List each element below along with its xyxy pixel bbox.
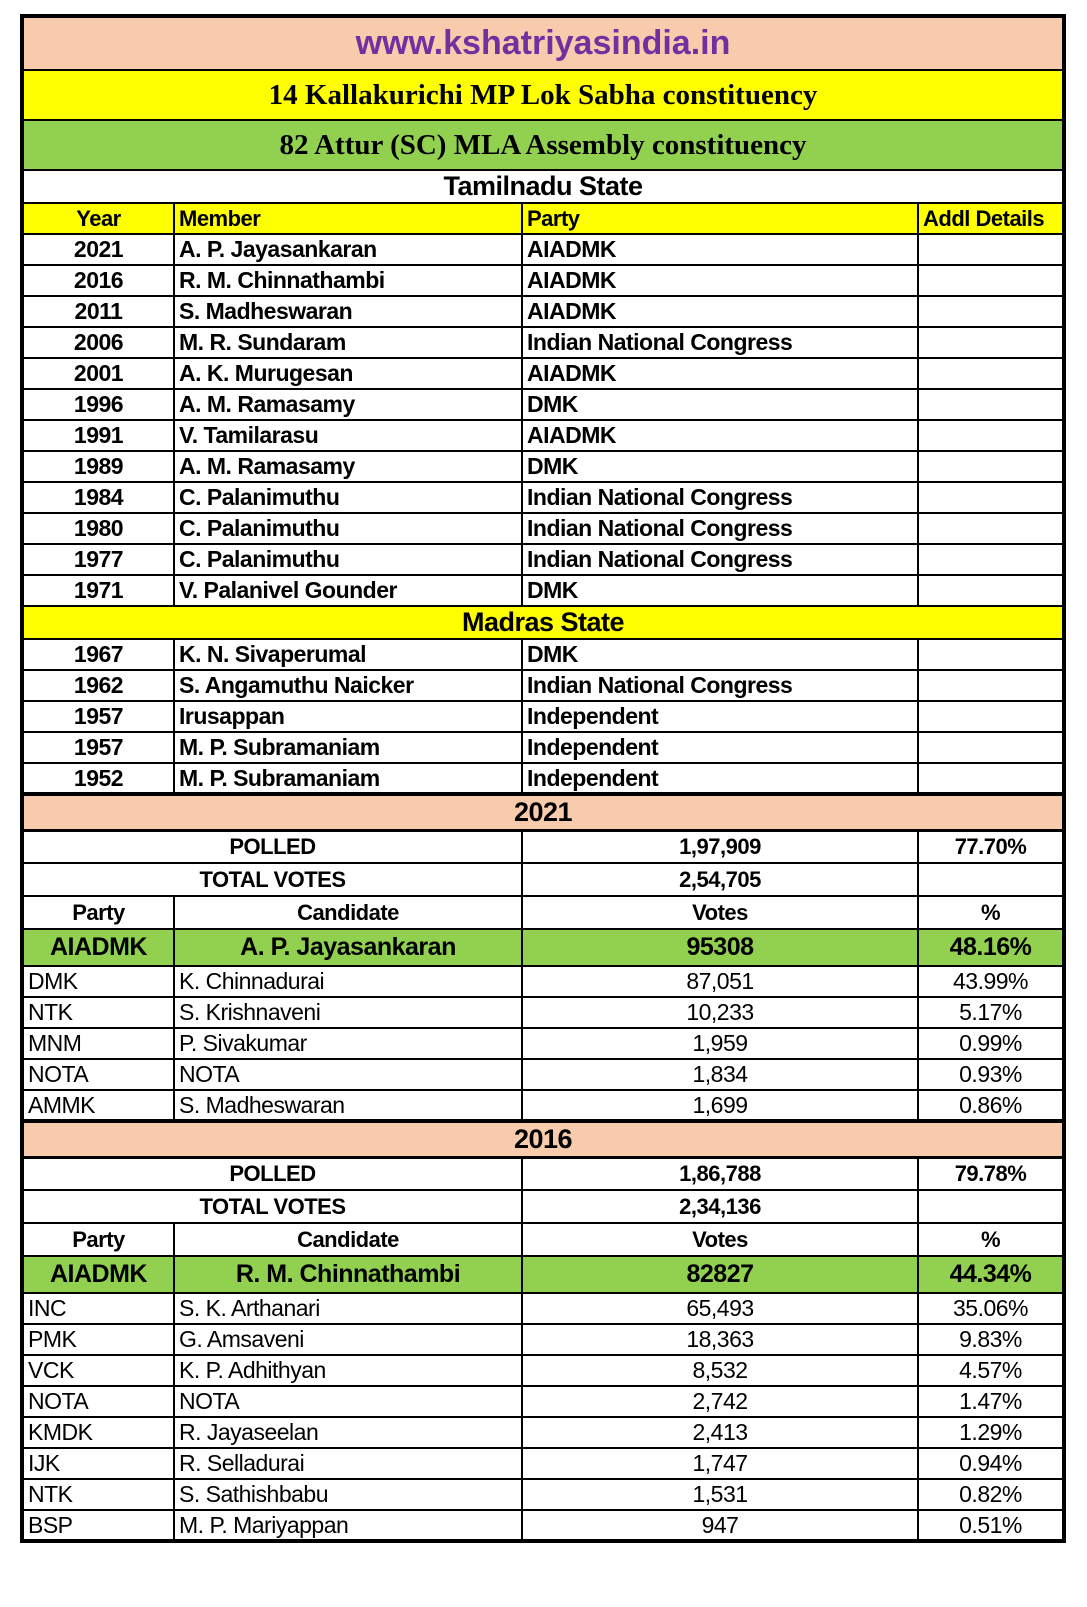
total-votes-value: 2,54,705 — [522, 863, 918, 896]
candidate-cell: S. Sathishbabu — [174, 1479, 522, 1510]
mp-constituency-banner: 14 Kallakurichi MP Lok Sabha constituency — [22, 70, 1064, 120]
votes-cell: 2,742 — [522, 1386, 918, 1417]
candidate-cell: M. P. Mariyappan — [174, 1510, 522, 1541]
party-cell: BSP — [22, 1510, 174, 1541]
col-header-percent: % — [918, 896, 1064, 929]
member-row — [22, 732, 1064, 763]
col-header-year: Year — [22, 203, 174, 234]
party-cell: PMK — [22, 1324, 174, 1355]
member-cell: S. Angamuthu Naicker — [174, 670, 522, 701]
winner-candidate: R. M. Chinnathambi — [174, 1256, 522, 1293]
percent-cell: 0.86% — [918, 1090, 1064, 1121]
candidate-row — [22, 1293, 1064, 1324]
member-cell: M. P. Subramaniam — [174, 763, 522, 794]
candidate-row — [22, 966, 1064, 997]
party-cell: Indian National Congress — [522, 544, 918, 575]
party-cell: KMDK — [22, 1417, 174, 1448]
addl-details-cell — [918, 420, 1064, 451]
member-row — [22, 544, 1064, 575]
polled-label: POLLED — [22, 1157, 522, 1190]
member-cell: A. K. Murugesan — [174, 358, 522, 389]
member-cell: C. Palanimuthu — [174, 513, 522, 544]
mla-constituency-row — [22, 120, 1064, 170]
page-container — [20, 14, 1087, 1543]
candidate-row — [22, 1090, 1064, 1121]
votes-cell: 1,834 — [522, 1059, 918, 1090]
candidate-cell: NOTA — [174, 1059, 522, 1090]
candidate-cell: K. P. Adhithyan — [174, 1355, 522, 1386]
votes-cell: 1,959 — [522, 1028, 918, 1059]
candidate-row — [22, 1324, 1064, 1355]
party-cell: Indian National Congress — [522, 513, 918, 544]
candidate-cell: P. Sivakumar — [174, 1028, 522, 1059]
addl-details-cell — [918, 389, 1064, 420]
website-banner: www.kshatriyasindia.in — [22, 16, 1064, 70]
year-cell: 1996 — [22, 389, 174, 420]
party-cell: NTK — [22, 997, 174, 1028]
votes-cell: 10,233 — [522, 997, 918, 1028]
member-cell: Irusappan — [174, 701, 522, 732]
candidate-row — [22, 1448, 1064, 1479]
party-cell: DMK — [522, 451, 918, 482]
percent-cell: 43.99% — [918, 966, 1064, 997]
member-cell: V. Tamilarasu — [174, 420, 522, 451]
member-cell: M. P. Subramaniam — [174, 732, 522, 763]
year-cell: 1957 — [22, 732, 174, 763]
total-votes-percent-empty — [918, 863, 1064, 896]
member-row — [22, 701, 1064, 732]
member-row — [22, 513, 1064, 544]
candidate-row — [22, 1510, 1064, 1541]
party-cell: NTK — [22, 1479, 174, 1510]
percent-cell: 9.83% — [918, 1324, 1064, 1355]
votes-cell: 2,413 — [522, 1417, 918, 1448]
party-cell: IJK — [22, 1448, 174, 1479]
candidate-row — [22, 997, 1064, 1028]
member-row — [22, 639, 1064, 670]
addl-details-cell — [918, 670, 1064, 701]
percent-cell: 4.57% — [918, 1355, 1064, 1386]
party-cell: Indian National Congress — [522, 482, 918, 513]
year-cell: 2016 — [22, 265, 174, 296]
party-cell: DMK — [522, 639, 918, 670]
votes-cell: 18,363 — [522, 1324, 918, 1355]
col-header-addl-details: Addl Details — [918, 203, 1064, 234]
candidate-row — [22, 1417, 1064, 1448]
madras-state-header: Madras State — [22, 606, 1064, 639]
candidate-cell: R. Jayaseelan — [174, 1417, 522, 1448]
member-row — [22, 451, 1064, 482]
party-cell: DMK — [522, 575, 918, 606]
member-cell: A. P. Jayasankaran — [174, 234, 522, 265]
total-votes-label: TOTAL VOTES — [22, 863, 522, 896]
member-row — [22, 358, 1064, 389]
member-cell: S. Madheswaran — [174, 296, 522, 327]
winner-candidate: A. P. Jayasankaran — [174, 929, 522, 966]
candidate-cell: K. Chinnadurai — [174, 966, 522, 997]
member-row — [22, 296, 1064, 327]
percent-cell: 0.51% — [918, 1510, 1064, 1541]
year-cell: 1991 — [22, 420, 174, 451]
candidate-cell: S. K. Arthanari — [174, 1293, 522, 1324]
candidate-cell: S. Madheswaran — [174, 1090, 522, 1121]
party-cell: Indian National Congress — [522, 670, 918, 701]
candidate-row — [22, 1479, 1064, 1510]
col-header-candidate: Candidate — [174, 896, 522, 929]
member-cell: V. Palanivel Gounder — [174, 575, 522, 606]
madras-state-row — [22, 606, 1064, 639]
percent-cell: 0.82% — [918, 1479, 1064, 1510]
candidate-row — [22, 1355, 1064, 1386]
winner-votes: 82827 — [522, 1256, 918, 1293]
party-cell: AIADMK — [522, 358, 918, 389]
addl-details-cell — [918, 701, 1064, 732]
member-cell: A. M. Ramasamy — [174, 451, 522, 482]
party-cell: Indian National Congress — [522, 327, 918, 358]
percent-cell: 35.06% — [918, 1293, 1064, 1324]
addl-details-cell — [918, 732, 1064, 763]
polled-row — [22, 1157, 1064, 1190]
votes-cell: 1,699 — [522, 1090, 918, 1121]
votes-cell: 87,051 — [522, 966, 918, 997]
election-2021-year-row — [22, 794, 1064, 830]
winner-row — [22, 929, 1064, 966]
addl-details-cell — [918, 639, 1064, 670]
total-votes-row — [22, 863, 1064, 896]
party-cell: VCK — [22, 1355, 174, 1386]
member-row — [22, 670, 1064, 701]
total-votes-value: 2,34,136 — [522, 1190, 918, 1223]
member-cell: M. R. Sundaram — [174, 327, 522, 358]
member-row — [22, 482, 1064, 513]
member-row — [22, 327, 1064, 358]
winner-party: AIADMK — [22, 1256, 174, 1293]
addl-details-cell — [918, 763, 1064, 794]
col-header-percent: % — [918, 1223, 1064, 1256]
polled-percent: 79.78% — [918, 1157, 1064, 1190]
winner-votes: 95308 — [522, 929, 918, 966]
tamilnadu-state-header: Tamilnadu State — [22, 170, 1064, 203]
candidate-cell: S. Krishnaveni — [174, 997, 522, 1028]
votes-cell: 8,532 — [522, 1355, 918, 1386]
party-cell: MNM — [22, 1028, 174, 1059]
addl-details-cell — [918, 296, 1064, 327]
addl-details-cell — [918, 451, 1064, 482]
party-cell: AIADMK — [522, 296, 918, 327]
year-cell: 1989 — [22, 451, 174, 482]
winner-percent: 44.34% — [918, 1256, 1064, 1293]
winner-party: AIADMK — [22, 929, 174, 966]
candidate-cell: G. Amsaveni — [174, 1324, 522, 1355]
tamilnadu-state-row — [22, 170, 1064, 203]
candidates-header-row — [22, 1223, 1064, 1256]
addl-details-cell — [918, 575, 1064, 606]
member-cell: R. M. Chinnathambi — [174, 265, 522, 296]
votes-cell: 65,493 — [522, 1293, 918, 1324]
percent-cell: 5.17% — [918, 997, 1064, 1028]
website-banner-row — [22, 16, 1064, 70]
votes-cell: 1,747 — [522, 1448, 918, 1479]
addl-details-cell — [918, 358, 1064, 389]
candidate-row — [22, 1028, 1064, 1059]
percent-cell: 1.29% — [918, 1417, 1064, 1448]
election-2016-year-row — [22, 1121, 1064, 1157]
election-year-header: 2016 — [22, 1121, 1064, 1157]
party-cell: DMK — [22, 966, 174, 997]
year-cell: 1977 — [22, 544, 174, 575]
percent-cell: 0.99% — [918, 1028, 1064, 1059]
party-cell: Independent — [522, 701, 918, 732]
candidate-cell: NOTA — [174, 1386, 522, 1417]
col-header-party: Party — [22, 896, 174, 929]
year-cell: 1980 — [22, 513, 174, 544]
candidate-row — [22, 1059, 1064, 1090]
party-cell: AMMK — [22, 1090, 174, 1121]
col-header-candidate: Candidate — [174, 1223, 522, 1256]
addl-details-cell — [918, 482, 1064, 513]
member-cell: A. M. Ramasamy — [174, 389, 522, 420]
col-header-votes: Votes — [522, 896, 918, 929]
mp-constituency-row — [22, 70, 1064, 120]
party-cell: AIADMK — [522, 420, 918, 451]
member-cell: K. N. Sivaperumal — [174, 639, 522, 670]
year-cell: 1957 — [22, 701, 174, 732]
party-cell: INC — [22, 1293, 174, 1324]
member-cell: C. Palanimuthu — [174, 544, 522, 575]
col-header-party: Party — [522, 203, 918, 234]
member-row — [22, 234, 1064, 265]
party-cell: NOTA — [22, 1386, 174, 1417]
col-header-member: Member — [174, 203, 522, 234]
percent-cell: 0.94% — [918, 1448, 1064, 1479]
year-cell: 1962 — [22, 670, 174, 701]
mla-constituency-banner: 82 Attur (SC) MLA Assembly constituency — [22, 120, 1064, 170]
candidates-header-row — [22, 896, 1064, 929]
total-votes-row — [22, 1190, 1064, 1223]
addl-details-cell — [918, 544, 1064, 575]
election-year-header: 2021 — [22, 794, 1064, 830]
member-row — [22, 763, 1064, 794]
col-header-party: Party — [22, 1223, 174, 1256]
col-header-votes: Votes — [522, 1223, 918, 1256]
member-row — [22, 420, 1064, 451]
year-cell: 2006 — [22, 327, 174, 358]
year-cell: 2001 — [22, 358, 174, 389]
party-cell: AIADMK — [522, 265, 918, 296]
year-cell: 1967 — [22, 639, 174, 670]
party-cell: Independent — [522, 732, 918, 763]
candidate-cell: R. Selladurai — [174, 1448, 522, 1479]
election-history-table — [20, 14, 1066, 1543]
member-row — [22, 575, 1064, 606]
total-votes-label: TOTAL VOTES — [22, 1190, 522, 1223]
percent-cell: 1.47% — [918, 1386, 1064, 1417]
member-row — [22, 389, 1064, 420]
members-header-row — [22, 203, 1064, 234]
member-row — [22, 265, 1064, 296]
polled-votes: 1,97,909 — [522, 830, 918, 863]
polled-label: POLLED — [22, 830, 522, 863]
polled-percent: 77.70% — [918, 830, 1064, 863]
party-cell: Independent — [522, 763, 918, 794]
addl-details-cell — [918, 265, 1064, 296]
party-cell: NOTA — [22, 1059, 174, 1090]
addl-details-cell — [918, 327, 1064, 358]
member-cell: C. Palanimuthu — [174, 482, 522, 513]
year-cell: 2011 — [22, 296, 174, 327]
year-cell: 1984 — [22, 482, 174, 513]
votes-cell: 947 — [522, 1510, 918, 1541]
party-cell: DMK — [522, 389, 918, 420]
percent-cell: 0.93% — [918, 1059, 1064, 1090]
winner-percent: 48.16% — [918, 929, 1064, 966]
candidate-row — [22, 1386, 1064, 1417]
votes-cell: 1,531 — [522, 1479, 918, 1510]
addl-details-cell — [918, 234, 1064, 265]
winner-row — [22, 1256, 1064, 1293]
year-cell: 2021 — [22, 234, 174, 265]
addl-details-cell — [918, 513, 1064, 544]
total-votes-percent-empty — [918, 1190, 1064, 1223]
year-cell: 1952 — [22, 763, 174, 794]
year-cell: 1971 — [22, 575, 174, 606]
polled-votes: 1,86,788 — [522, 1157, 918, 1190]
polled-row — [22, 830, 1064, 863]
party-cell: AIADMK — [522, 234, 918, 265]
